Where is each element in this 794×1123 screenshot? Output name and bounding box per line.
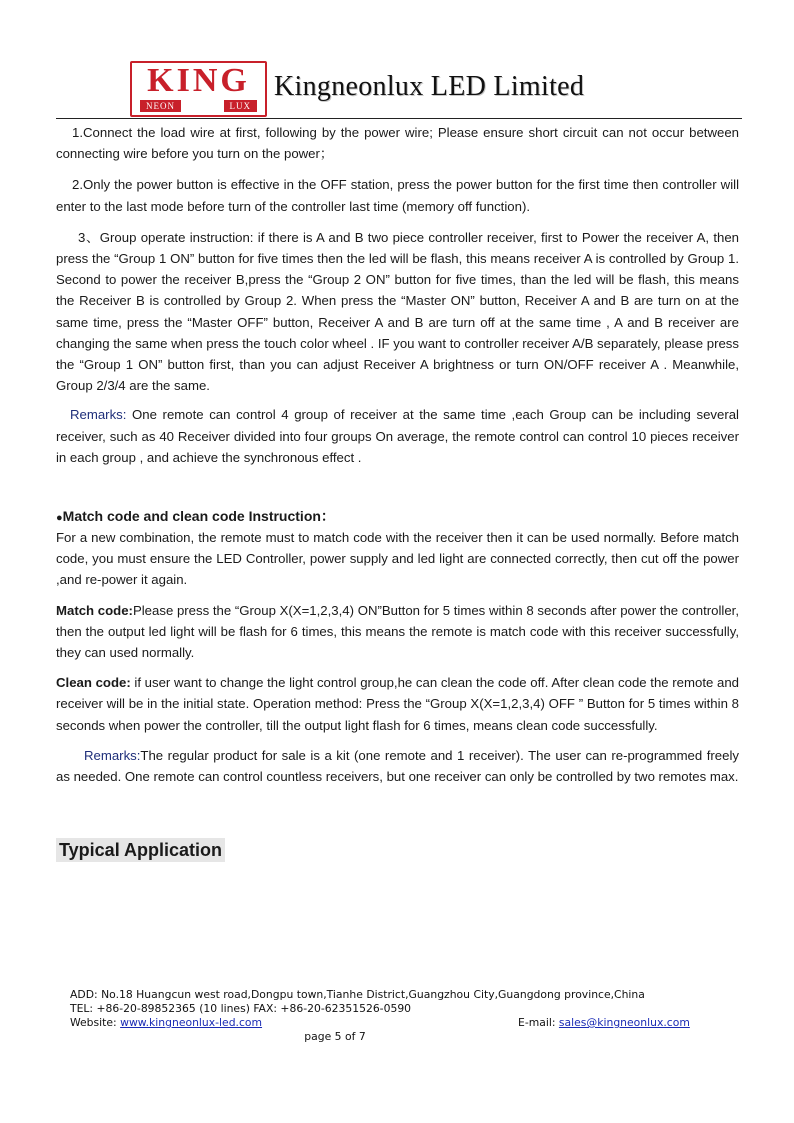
logo-sub-left: NEON [140, 100, 181, 112]
paragraph-3: 3、Group operate instruction: if there is A and B two piece controller receiver, first to Power the receiver A, then press the “Group 1 ON” button for five times then the led will be flash, this means receiver A is controlled by Group 1. Second to power the receiver B,press the “Group 2 ON” button for five times, than the led will be flash, this means the Receiver B is controlled by Group 2. When press the “Master ON” button, Receiver A and B are turn on at the same time, press the “Master OFF” button, Receiver A and B are turn off at the same time , A and B receiver are changing the same when press the touch color wheel . IF you want to controller receiver A/B separately, please press the “Group 1 ON” button first, than you can adjust Receiver A brightness or turn ON/OFF receiver A . Meanwhile, Group 2/3/4 are the same. [56, 229, 739, 394]
match-section-body [56, 527, 739, 787]
footer-phone: TEL: +86-20-89852365 (10 lines) FAX: +86-20-62351526-0590 [70, 1002, 412, 1015]
website-link[interactable]: www.kingneonlux-led.com [120, 1016, 263, 1029]
logo-word: KING [147, 62, 250, 99]
page-number: page 5 of 7 [304, 1030, 366, 1043]
section-title-text: Match code and clean code Instruction： [62, 508, 335, 524]
clean-code-text: if user want to change the light control group,he can clean the code off. After clean code the remote and receiver will be in the initial state. Operation method: Press the “Group X(X=1,2,3,4) OFF ” Button for 5 times within 8 seconds when power the controller, till the output light flash for 6 times, means clean code successfully. [56, 675, 739, 733]
logo-sub-right: LUX [224, 100, 258, 112]
match-code-paragraph [56, 600, 739, 664]
address-text: No.18 Huangcun west road,Dongpu town,Tianhe District,Guangzhou City,Guangdong province,China [97, 988, 645, 1001]
section-heading [56, 506, 335, 529]
footer-email [518, 1016, 690, 1030]
page-header [126, 57, 666, 115]
document-body [56, 120, 739, 468]
paragraph-2: 2.Only the power button is effective in the OFF station, press the power button for the first time then controller will enter to the last mode before turn of the controller last time (memory off function). [56, 177, 739, 214]
bullet-icon: ● [56, 512, 63, 524]
website-label: Website: [70, 1016, 121, 1029]
header-divider [56, 118, 742, 119]
footer-address [70, 988, 710, 1002]
company-logo [130, 61, 267, 117]
paragraph-1: 1.Connect the load wire at first, following by the power wire; Please ensure short circuit can not occur between connecting wire before you turn on the power； [56, 125, 739, 162]
page-footer [70, 988, 710, 1030]
match-code-label: Match code: [56, 602, 133, 618]
typical-application-heading: Typical Application [56, 838, 225, 862]
remark-label: Remarks: [70, 407, 127, 423]
clean-code-paragraph [56, 672, 739, 736]
remark-paragraph-2 [56, 745, 739, 787]
clean-code-label: Clean code: [56, 675, 131, 691]
address-label: ADD: [70, 988, 98, 1001]
match-code-text: Please press the “Group X(X=1,2,3,4) ON”Button for 5 times within 8 seconds after power the controller, then the output led light will be flash for 6 times, this means the remote is match code with this receiver successfully, they can used normally. [56, 602, 739, 661]
match-intro: For a new combination, the remote must to match code with the receiver then it can be used normally. Before match code, you must ensure the LED Controller, power supply and led light are connected correctly, then cut off the power ,and re-power it again. [56, 530, 739, 588]
remark-label: Remarks: [84, 747, 141, 763]
remark-paragraph-1 [56, 404, 739, 468]
email-link[interactable]: sales@kingneonlux.com [558, 1016, 690, 1029]
logo-subtitle [140, 100, 257, 112]
remark-text: One remote can control 4 group of receiver at the same time ,each Group can be including several receiver, such as 40 Receiver divided into four groups On average, the remote control can control 10 pieces receiver in each group , and achieve the synchronous effect . [56, 407, 739, 465]
company-name: Kingneonlux LED Limited [274, 71, 585, 102]
email-label: E-mail: [518, 1016, 559, 1029]
remark-text: The regular product for sale is a kit (one remote and 1 receiver). The user can re-programmed freely as needed. One remote can control countless receivers, but one receiver can only be controlled by two remotes max. [56, 747, 739, 785]
